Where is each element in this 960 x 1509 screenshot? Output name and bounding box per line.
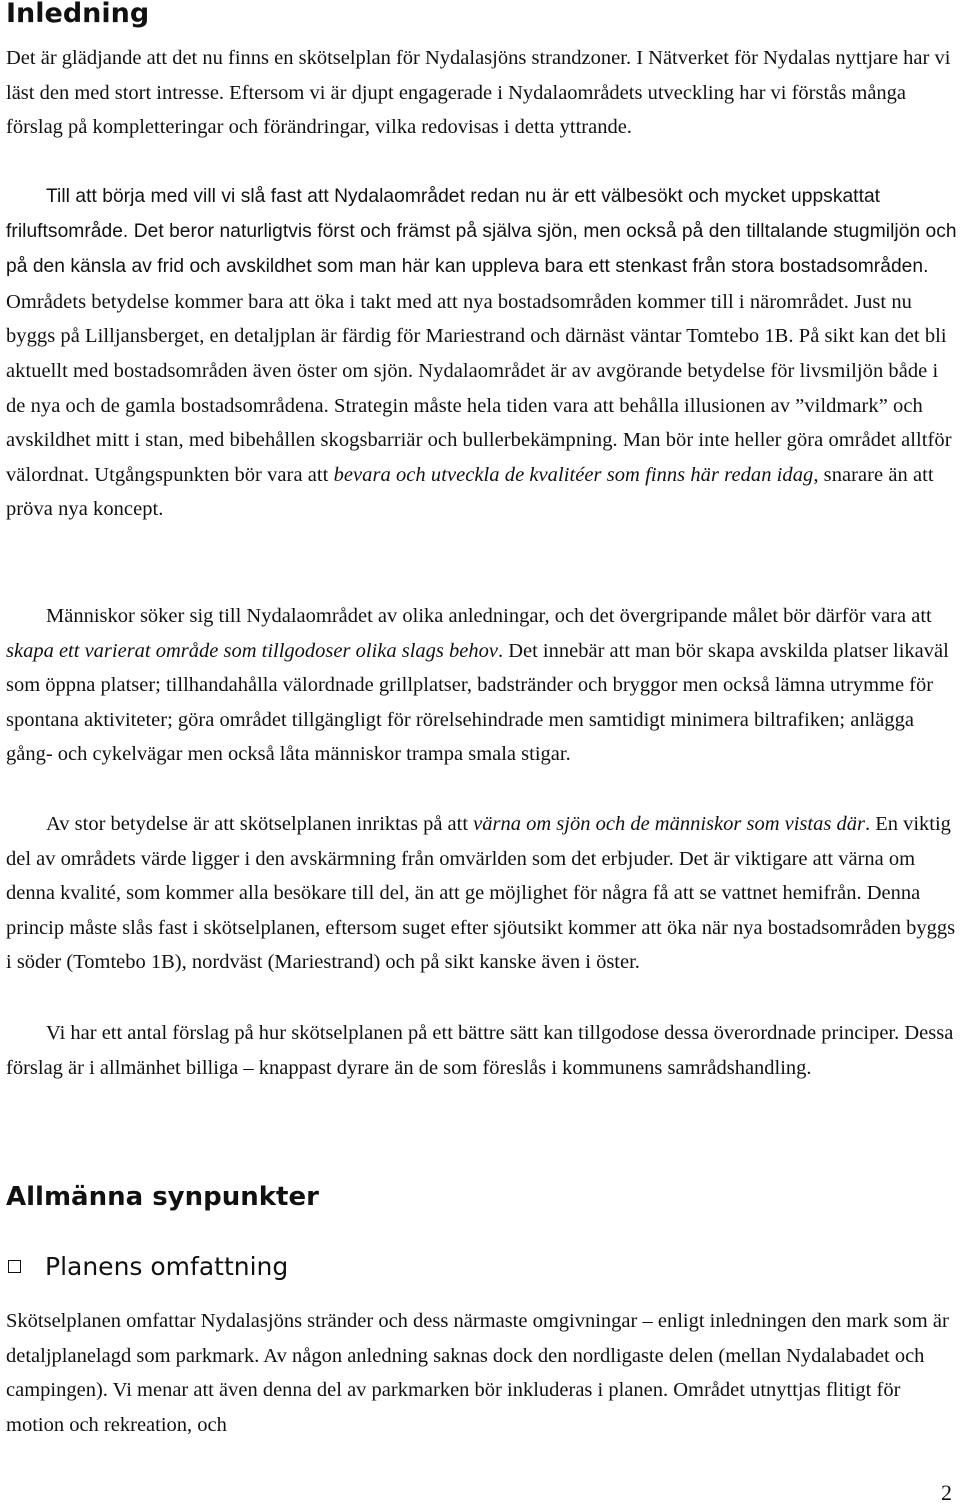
text-skotselplanen: Skötselplanen omfattar Nydalasjöns stränder och dess närmaste omgivningar – enligt inledningen den mark som är detaljplanelagd som parkmark. Av någon anledning saknas dock den nordligaste delen (mellan Nydalabadet och campingen). Vi menar att även denna del av parkmarken bör inkluderas i planen. Området utnyttjas flitigt för motion och rekreation, och xyxy=(6,1310,949,1436)
text-italic-varna: värna om sjön och de människor som vistas där xyxy=(473,813,865,835)
text-italic-bevara: bevara och utveckla de kvalitéer som finns här redan idag xyxy=(333,463,814,486)
text-b: . En viktig del av områdets värde ligger i den avskärmning från omvärlden som det erbjuder. Det är viktigare att värna om denna kvalité, som kommer alla besökare till del, än att ge möjlighet för några få att se vattnet hemifrån. Denna princip måste slås fast i skötselplanen, eftersom suget efter sjöutsikt kommer att öka när nya bostadsområden byggs i söder (Tomtebo 1B), nordväst (Mariestrand) och på sikt kanske även i öster. xyxy=(6,813,956,974)
heading-allmanna-synpunkter: Allmänna synpunkter xyxy=(6,1182,319,1212)
checkbox-bullet-icon xyxy=(8,1260,21,1273)
paragraph-intro-text: Det är glädjande att det nu finns en skötselplan för Nydalasjöns strandzoner. I Nätverket för Nydalas nyttjare har vi läst den med stort intresse. Eftersom vi är djupt engagerade i Nydalaområdets utveckling har vi förstås många förslag på kompletteringar och förändringar, vilka redovisas i detta yttrande. xyxy=(6,47,951,139)
text-sans-2: Det beror naturligtvis först och främst på själva sjön, men också på den tilltalande stugmiljön och på den känsla av frid och avskildhet som man här kan uppleva bara ett stenkast från stora bostadsområden. xyxy=(6,220,957,278)
paragraph-intro xyxy=(6,41,958,145)
heading-planens-omfattning-text: Planens omfattning xyxy=(45,1252,289,1281)
paragraph-av-stor-betydelse xyxy=(6,807,958,980)
heading-planens-omfattning xyxy=(6,1252,288,1281)
text-italic-skapa: skapa ett varierat område som tillgodoser olika slags behov xyxy=(6,639,498,662)
paragraph-friluftsomrade xyxy=(6,180,958,527)
paragraph-manniskor xyxy=(6,599,958,772)
text-a: Människor söker sig till Nydalaområdet av olika anledningar, och det övergripande målet bör därför vara att xyxy=(46,605,932,627)
text-serif-2: , snarare än att pröva nya koncept. xyxy=(6,463,934,521)
text-serif-1: Områdets betydelse kommer bara att öka i takt med att nya bostadsområden kommer till i närområdet. Just nu byggs på Lilljansberget, en detaljplan är färdig för Mariestrand och därnäst väntar Tomtebo 1B. På sikt kan det bli aktuellt med bostadsområden även öster om sjön. Nydalaområdet är av avgörande betydelse för livsmiljön både i de nya och de gamla bostadsområdena. Strategin måste hela tiden vara att behålla illusionen av ”vildmark” och avskildhet mitt i stan, med bibehållen skogsbarriär och bullerbekämpning. Man bör inte heller göra området alltför välordnat. Utgångspunkten bör vara att xyxy=(6,290,952,486)
paragraph-forslag xyxy=(6,1016,958,1085)
page-number: 2 xyxy=(941,1480,952,1505)
text-b: . Det innebär att man bör skapa avskilda platser likaväl som öppna platser; tillhandahålla välordnade grillplatser, badstränder och bryggor men också lämna utrymme för spontana aktiviteter; göra området tillgängligt för rörelsehindrade men samtidigt minimera biltrafiken; anlägga gång- och cykelvägar men också låta människor trampa smala stigar. xyxy=(6,639,949,766)
heading-inledning: Inledning xyxy=(6,0,150,29)
text-a: Av stor betydelse är att skötselplanen inriktas på att xyxy=(46,813,474,835)
text-sans-1: Till att börja med vill vi slå fast att Nydalaområdet redan nu är ett välbesökt och mycket uppskattat friluftsområde. xyxy=(6,186,881,242)
text-forslag: Vi har ett antal förslag på hur skötselplanen på ett bättre sätt kan tillgodose dessa överordnade principer. Dessa förslag är i allmänhet billiga – knappast dyrare än de som föreslås i kommunens samrådshandling. xyxy=(6,1022,954,1079)
paragraph-skotselplanen xyxy=(6,1304,958,1442)
